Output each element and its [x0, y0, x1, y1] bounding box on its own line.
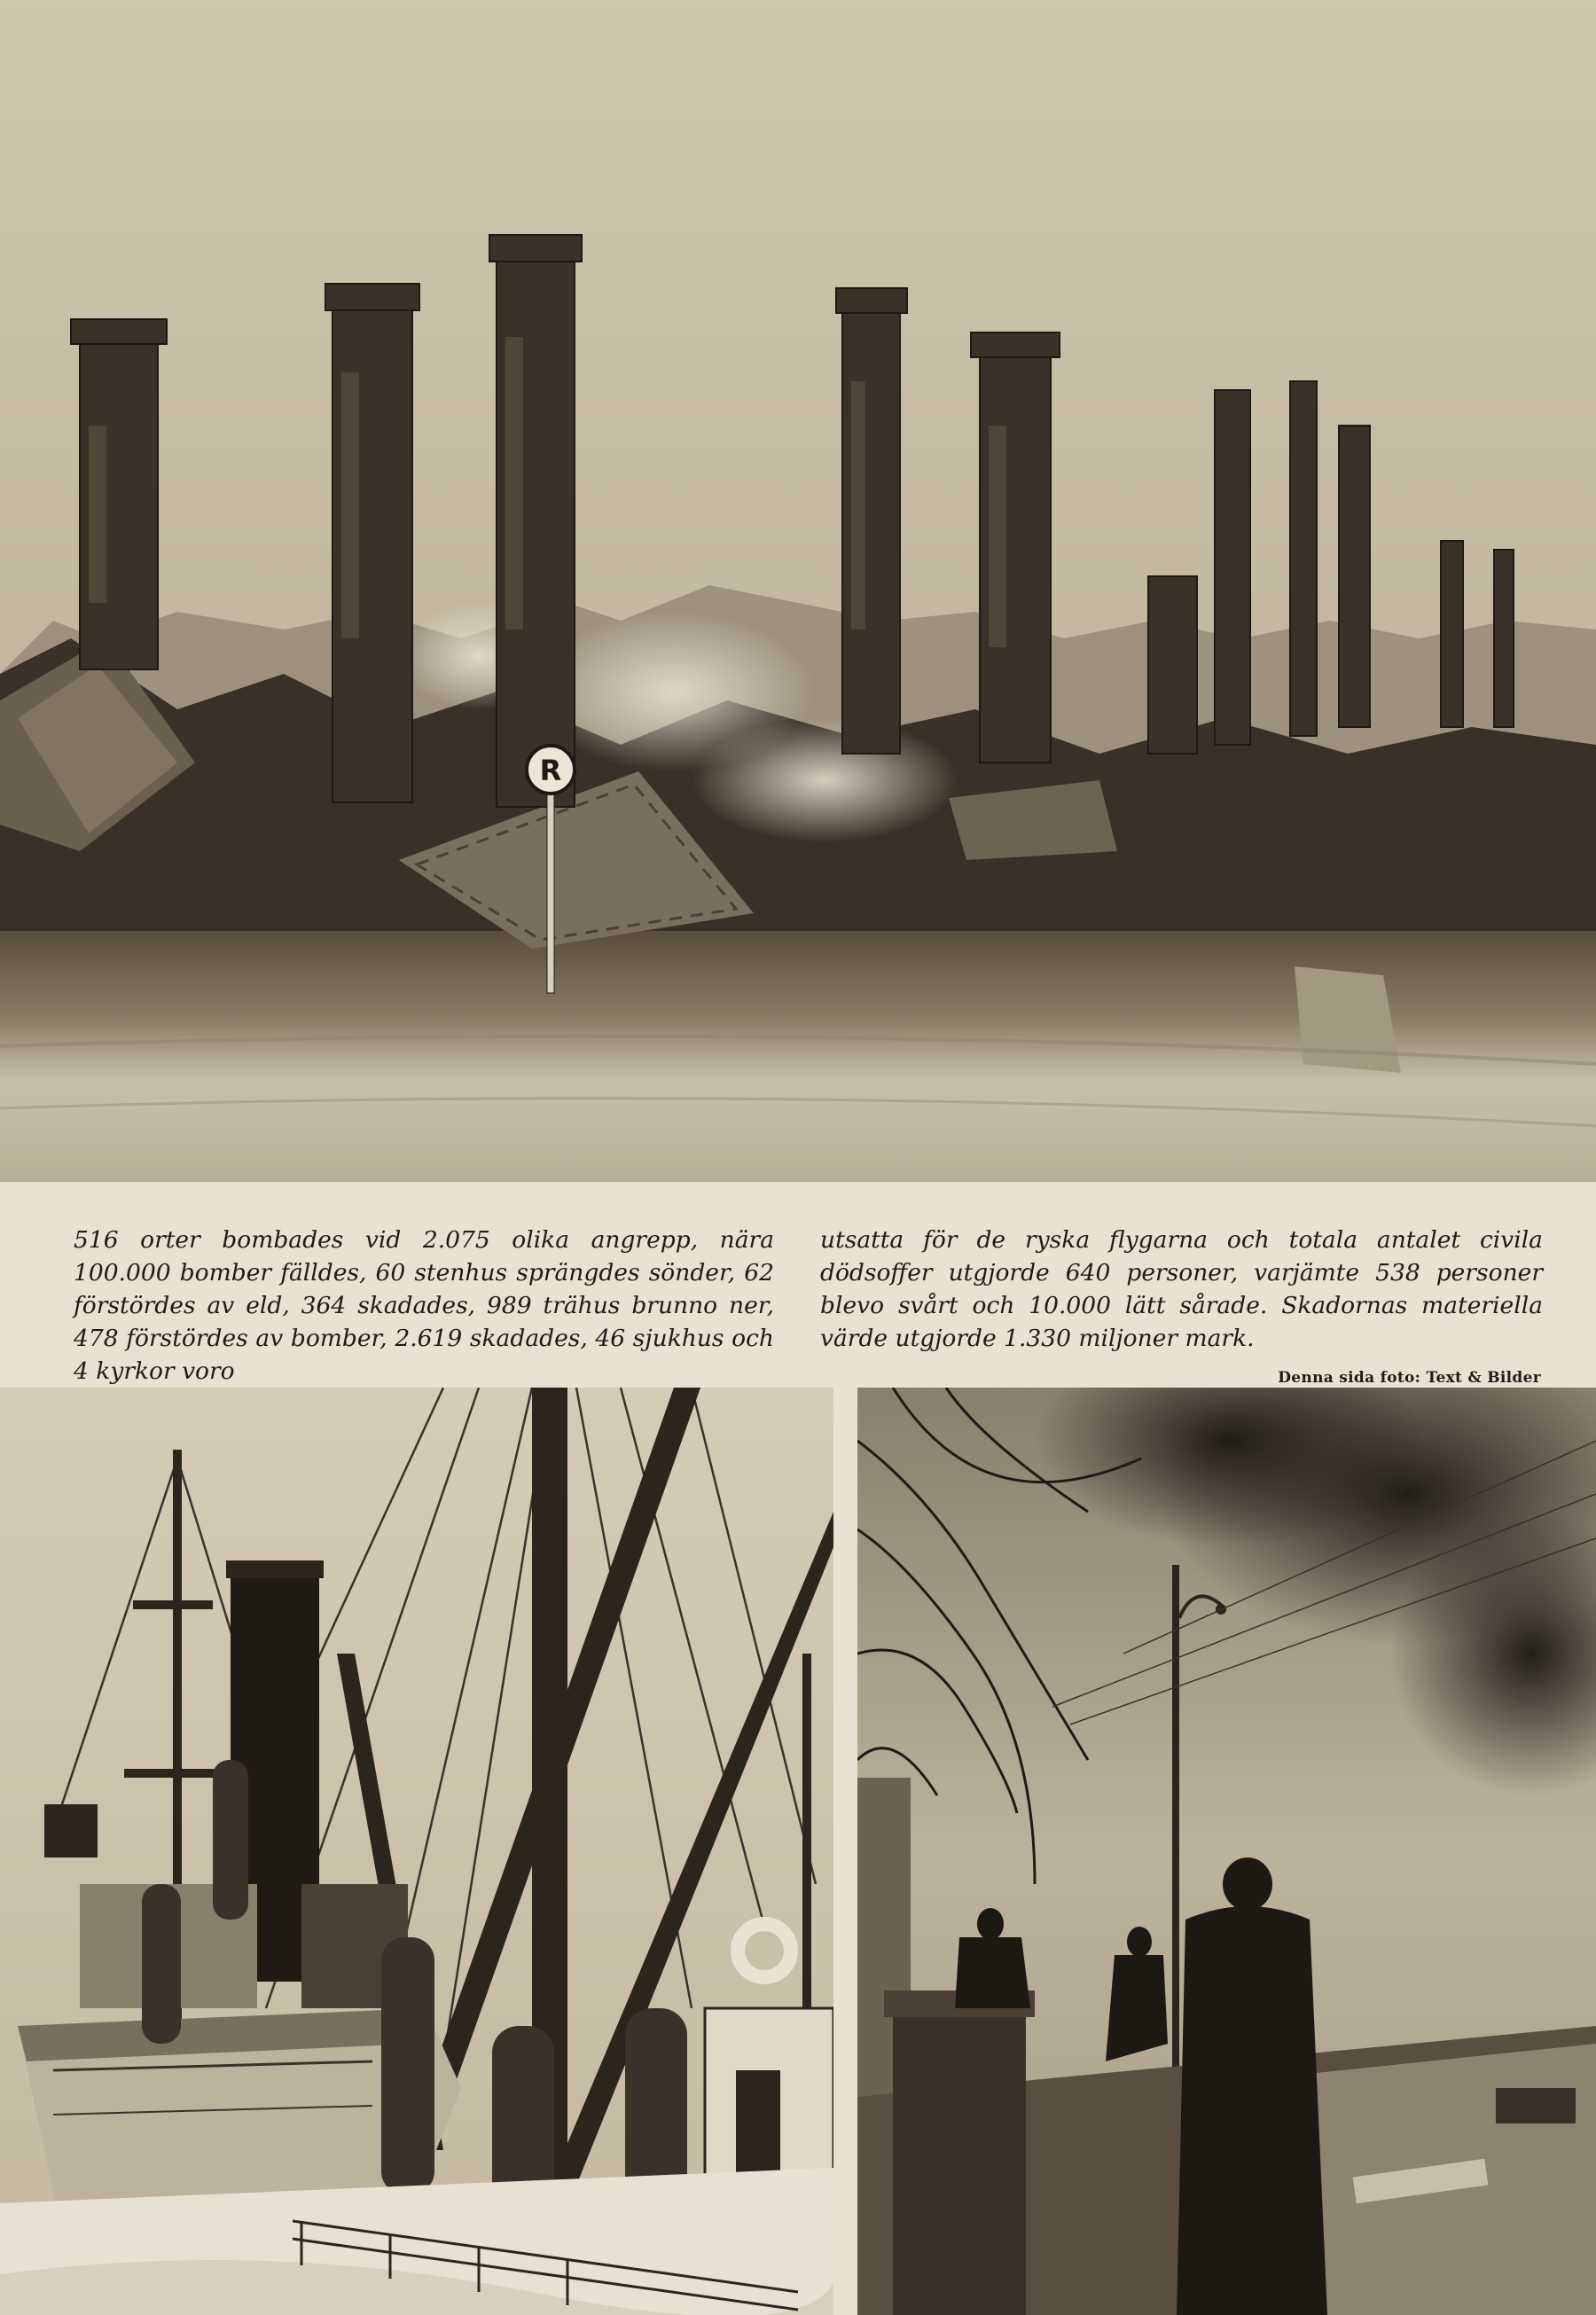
- caption-column-right: utsatta för de ryska flygarna och totala antalet civila dödsoffer utgjorde 640 personer, varjämte 538 personer blevo svårt och 10.000 lätt sårade. Skadornas materiella värde utgjorde 1.330 miljoner mark.: [820, 1226, 1543, 1352]
- photo-ships-in-frozen-harbour: [0, 1388, 833, 2315]
- photo-credit: Denna sida foto: Text & Bilder: [1278, 1369, 1541, 1387]
- photo-men-in-smoky-street: [857, 1388, 1596, 2315]
- road-sign-letter: R: [539, 754, 562, 787]
- caption-column-left: 516 orter bombades vid 2.075 olika angrepp, nära 100.000 bomber fälldes, 60 stenhus sprängdes sönder, 62 förstördes av eld, 364 skadades, 989 trähus brunno ner, 478 förstördes av bomber, 2.619 skadades, 46 sjukhus och 4 kyrkor voro: [74, 1226, 774, 1385]
